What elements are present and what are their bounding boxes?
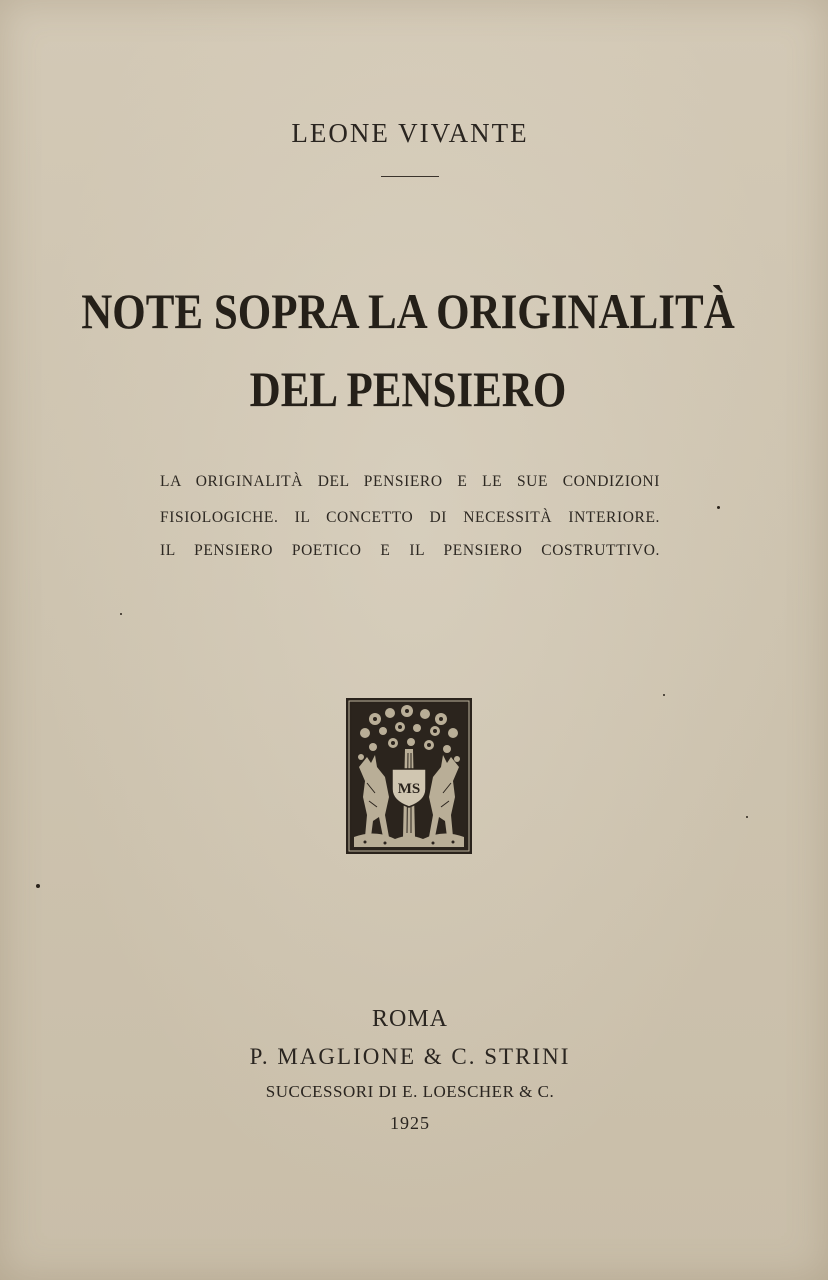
author-name: LEONE VIVANTE (291, 118, 529, 148)
subtitle-line-1-text: LA ORIGINALITÀ DEL PENSIERO E LE SUE CONDIZIONI (160, 473, 660, 490)
paper-speck (746, 816, 748, 818)
paper-speck (120, 613, 122, 615)
paper-speck (717, 506, 720, 509)
imprint-year: 1925 (390, 1113, 430, 1133)
printers-mark-monogram: MS (397, 781, 421, 797)
imprint-publisher: P. MAGLIONE & C. STRINI (249, 1044, 571, 1069)
subtitle-line-2-text: FISIOLOGICHE. IL CONCETTO DI NECESSITÀ INTERIORE. (160, 509, 660, 526)
paper-speck (36, 884, 40, 888)
paper-speck (663, 694, 665, 696)
printers-mark-icon (345, 697, 473, 855)
imprint-successors: SUCCESSORI DI E. LOESCHER & C. (265, 1082, 555, 1101)
author-divider (381, 176, 439, 177)
subtitle-line-1 (160, 473, 660, 491)
subtitle-line-3-text: IL PENSIERO POETICO E IL PENSIERO COSTRUTTIVO. (160, 542, 660, 559)
imprint-place: ROMA (371, 1006, 448, 1032)
subtitle-line-3 (160, 542, 660, 560)
book-title-line-2: DEL PENSIERO (249, 361, 567, 417)
book-title-line-1: NOTE SOPRA LA ORIGINALITÀ (81, 283, 735, 339)
subtitle-line-2 (160, 509, 660, 527)
